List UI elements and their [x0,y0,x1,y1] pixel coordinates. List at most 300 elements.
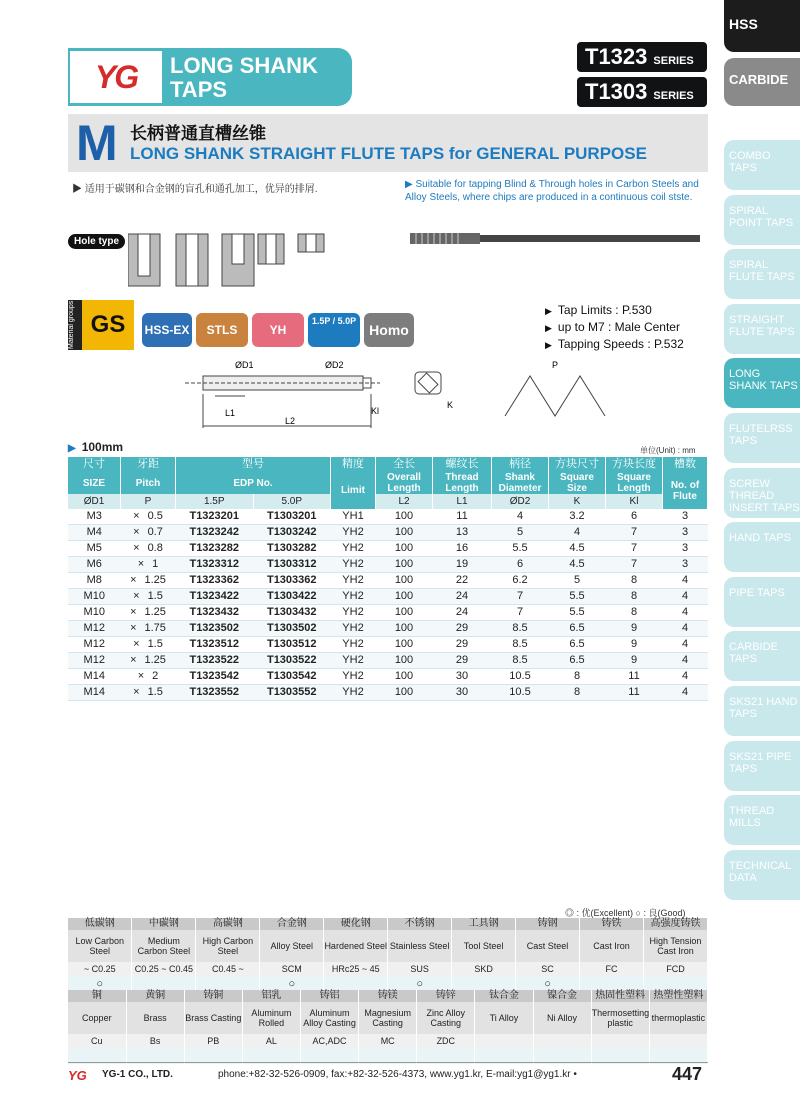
material-cell: Ti Alloy [475,1002,533,1034]
tab-hss[interactable]: HSS [724,0,800,52]
table-cell: 3 [663,541,708,557]
side-tab-5[interactable]: FLUTELRSS TAPS [724,413,800,463]
table-cell [121,637,176,653]
table-cell: M12 [68,653,121,669]
table-cell: 4.5 [549,541,606,557]
footer-contact: phone:+82-32-526-0909, fax:+82-32-526-4373, www.yg1.kr, E-mail:yg1@yg1.kr • [218,1069,577,1080]
note-tapping-speeds: ▶ Tapping Speeds : P.532 [545,336,684,353]
description-en: ▶ Suitable for tapping Blind & Through holes in Carbon Steels and Alloy Steels, where chips are produced in a continuous coil stste. [405,179,699,203]
table-cell: 30 [433,669,492,685]
table-row [68,541,708,557]
chip-hss-ex: HSS-EX [142,313,192,347]
material-cell: ZDC [417,1034,475,1048]
metric-letter: M [76,115,118,171]
table-cell: 24 [433,605,492,621]
table-cell: 10.5 [492,669,549,685]
material-cell: Zinc Alloy Casting [417,1002,475,1034]
material-cell: AC,ADC [301,1034,359,1048]
table-cell: T1323242 [176,525,254,541]
diagram-d1: ØD1 [235,360,254,370]
material-cell: Cast Steel [516,930,580,962]
chip-stls: STLS [196,313,248,347]
th-cn-overall: 全长 [376,457,433,472]
table-cell: T1303422 [253,589,331,605]
materials-table-1 [68,918,708,992]
times-sign: × [130,606,137,618]
material-cell: 高碳钢 [196,918,260,930]
reference-notes [545,302,684,353]
th-cn-pitch: 牙距 [121,457,176,472]
table-cell [121,589,176,605]
note-tap-limits: ▶ Tap Limits : P.530 [545,302,684,319]
side-tab-7[interactable]: HAND TAPS [724,522,800,572]
th-cn-edp: 型号 [176,457,331,472]
table-cell [121,605,176,621]
table-cell: 4 [663,573,708,589]
table-cell: 5 [549,573,606,589]
table-cell: 3 [663,525,708,541]
table-cell: 29 [433,637,492,653]
material-cell: 工具钢 [452,918,516,930]
table-cell: 100 [376,605,433,621]
material-cell: Low Carbon Steel [68,930,132,962]
table-cell: M12 [68,637,121,653]
th-sym-l1: L1 [433,494,492,509]
tab-carbide[interactable]: CARBIDE [724,58,800,106]
table-cell: 9 [606,637,663,653]
th-en-square-length: Square Length [606,472,663,494]
pitch-value: 1.25 [144,654,166,666]
side-tab-6[interactable]: SCREW THREAD INSERT TAPS [724,468,800,518]
table-cell: T1323422 [176,589,254,605]
diagram-k: K [447,400,454,410]
material-cell: SKD [452,962,516,976]
material-cell: Stainless Steel [388,930,452,962]
material-cell: Aluminum Alloy Casting [301,1002,359,1034]
th-sym-15p: 1.5P [176,494,254,509]
times-sign: × [133,638,140,650]
series-badge-t1303: T1303 SERIES [577,77,707,107]
table-cell: 9 [606,653,663,669]
table-cell: M8 [68,573,121,589]
pitch-value: 1.75 [144,622,166,634]
material-cell: Cast Iron [580,930,644,962]
table-cell: 4 [663,605,708,621]
table-cell: T1303362 [253,573,331,589]
material-row-en [68,1002,708,1034]
material-cell: 中碳钢 [132,918,196,930]
th-en-pitch: Pitch [121,472,176,494]
table-cell: M6 [68,557,121,573]
yg-logo: YG [70,51,162,103]
table-row [68,509,708,525]
table-cell: T1303552 [253,685,331,701]
table-cell: 8 [549,685,606,701]
table-cell: YH2 [331,589,376,605]
th-en-shank: Shank Diameter [492,472,549,494]
pitch-value: 1.5 [147,686,163,698]
table-cell: YH2 [331,621,376,637]
table-cell: 100 [376,509,433,525]
table-cell: 5.5 [549,589,606,605]
table-cell: 4 [663,669,708,685]
table-cell: 7 [606,557,663,573]
table-cell: T1323362 [176,573,254,589]
chip-homo: Homo [364,313,414,347]
table-cell: T1323502 [176,621,254,637]
table-cell: T1303282 [253,541,331,557]
table-cell [121,557,176,573]
material-cell: 铸钢 [516,918,580,930]
material-cell: 热固性塑料 [591,990,649,1002]
catalog-title-line1: LONG SHANK [170,53,318,78]
side-tab-0[interactable]: COMBO TAPS [724,140,800,190]
table-cell: M10 [68,589,121,605]
table-cell: T1323282 [176,541,254,557]
table-cell: 11 [433,509,492,525]
side-tab-12[interactable]: THREAD MILLS [724,795,800,845]
table-cell: 8.5 [492,621,549,637]
table-cell: 9 [606,621,663,637]
table-cell: 100 [376,637,433,653]
table-row [68,685,708,701]
table-cell: 3 [663,509,708,525]
hole-type-diagrams [128,232,358,292]
table-cell: YH2 [331,573,376,589]
table-cell: 100 [376,621,433,637]
th-sym-kl: Kl [606,494,663,509]
times-sign: × [137,558,145,570]
th-sym-50p: 5.0P [253,494,331,509]
table-cell: M3 [68,509,121,525]
side-tab-3[interactable]: STRAIGHT FLUTE TAPS [724,304,800,354]
side-tab-2[interactable]: SPIRAL FLUTE TAPS [724,249,800,299]
pitch-value: 1.5 [147,590,163,602]
th-sym-p: P [121,494,176,509]
material-cell: Cu [68,1034,126,1048]
th-cn-shank: 柄径 [492,457,549,472]
table-cell: 4 [663,685,708,701]
table-cell: 6.5 [549,621,606,637]
table-cell: 6.2 [492,573,549,589]
table-cell: M12 [68,621,121,637]
table-cell: T1323542 [176,669,254,685]
table-cell [121,653,176,669]
diagram-p: P [552,360,559,370]
table-cell: 100 [376,669,433,685]
chip-yh: YH [252,313,304,347]
chip-pitch: 1.5P / 5.0P [308,313,360,347]
times-sign: × [133,526,140,538]
diagram-l1: L1 [225,408,236,418]
table-cell: 11 [606,685,663,701]
material-cell: 黄铜 [126,990,184,1002]
table-cell [121,525,176,541]
material-cell: AL [242,1034,300,1048]
material-cell: High Carbon Steel [196,930,260,962]
table-cell: 4 [663,637,708,653]
side-tab-8[interactable]: PIPE TAPS [724,577,800,627]
table-cell: 7 [492,605,549,621]
table-cell: T1323522 [176,653,254,669]
catalog-title-line2: TAPS [170,77,228,102]
table-cell: YH2 [331,637,376,653]
material-row-sym [68,1034,708,1048]
diagram-l2: L2 [285,416,296,426]
material-groups-label: Material groups [68,300,82,350]
table-cell: 29 [433,653,492,669]
table-row [68,589,708,605]
table-row [68,637,708,653]
material-cell: 不锈钢 [388,918,452,930]
pitch-value: 1 [152,558,159,570]
note-male-center: ▶ up to M7 : Male Center [545,319,684,336]
material-cell: ○ [260,976,324,992]
material-cell: 铸锌 [417,990,475,1002]
material-cell: 钛合金 [475,990,533,1002]
material-cell: SUS [388,962,452,976]
times-sign: × [130,574,137,586]
material-cell: 铸铝 [301,990,359,1002]
table-cell: 11 [606,669,663,685]
page-number: 447 [672,1064,703,1084]
table-row [68,525,708,541]
table-row [68,573,708,589]
th-cn-square-length: 方块长度 [606,457,663,472]
catalog-title [170,54,318,102]
times-sign: × [133,686,140,698]
table-cell: 100 [376,557,433,573]
table-row [68,653,708,669]
material-cell: Bs [126,1034,184,1048]
material-cell: Copper [68,1002,126,1034]
table-cell: 7 [492,589,549,605]
material-legend: ◎ : 优(Excellent) ○ : 良(Good) [565,908,686,918]
table-cell: T1323552 [176,685,254,701]
table-cell: YH2 [331,525,376,541]
table-cell: YH2 [331,669,376,685]
table-cell: 4 [663,653,708,669]
table-cell: 100 [376,589,433,605]
table-cell: 8 [549,669,606,685]
material-cell: 铸铜 [184,990,242,1002]
th-sym-k: K [549,494,606,509]
times-sign: × [137,670,145,682]
table-cell: 8.5 [492,637,549,653]
table-cell: YH2 [331,685,376,701]
material-group-gs: GS [82,300,134,350]
table-cell: 6 [492,557,549,573]
table-cell: 100 [376,525,433,541]
material-cell: FC [580,962,644,976]
footer-logo: YG [68,1068,87,1083]
material-cell: Brass [126,1002,184,1034]
pitch-value: 0.5 [147,510,163,522]
table-cell: 7 [606,525,663,541]
th-sym-d2: ØD2 [492,494,549,509]
material-cell: 铸镁 [359,990,417,1002]
material-row-cn [68,990,708,1002]
table-row [68,605,708,621]
table-cell: T1303512 [253,637,331,653]
table-cell: 5.5 [492,541,549,557]
table-cell: 29 [433,621,492,637]
table-cell: T1303502 [253,621,331,637]
th-cn-thread: 螺纹长 [433,457,492,472]
material-cell: 铜 [68,990,126,1002]
material-cell: 铸铁 [580,918,644,930]
times-sign: × [130,654,137,666]
material-cell [533,1034,591,1048]
side-tab-11[interactable]: SKS21 PIPE TAPS [724,741,800,791]
material-cell: 高强度铸铁 [643,918,707,930]
times-sign: × [133,542,140,554]
th-en-thread: Thread Length [433,472,492,494]
table-cell: M10 [68,605,121,621]
table-unit: 单位(Unit) : mm [640,446,696,455]
table-cell: M4 [68,525,121,541]
material-cell [475,1034,533,1048]
material-cell: HRc25 ~ 45 [324,962,388,976]
table-cell: M14 [68,685,121,701]
th-en-size: SIZE [68,472,121,494]
material-cell: 合金钢 [260,918,324,930]
material-cell: SCM [260,962,324,976]
table-cell: M5 [68,541,121,557]
table-cell: 19 [433,557,492,573]
pitch-value: 1.25 [144,574,166,586]
side-tab-10[interactable]: SKS21 HAND TAPS [724,686,800,736]
title-en: LONG SHANK STRAIGHT FLUTE TAPS for GENERAL PURPOSE [130,144,647,163]
material-row-cn [68,918,708,930]
material-cell: Brass Casting [184,1002,242,1034]
th-cn-limit: 精度 [331,457,376,472]
material-cell: MC [359,1034,417,1048]
pitch-value: 1.5 [147,638,163,650]
diagram-d2: ØD2 [325,360,344,370]
table-row [68,669,708,685]
material-cell: 热塑性塑料 [649,990,707,1002]
material-cell: C0.25 ~ C0.45 [132,962,196,976]
materials-table-2 [68,990,708,1064]
table-cell: 100 [376,653,433,669]
th-en-limit: Limit [331,472,376,509]
tap-dimension-diagram [185,356,710,436]
table-cell: 5 [492,525,549,541]
material-row-sym [68,962,708,976]
material-cell: ~ C0.25 [68,962,132,976]
material-cell: ○ [516,976,580,992]
table-cell: T1323512 [176,637,254,653]
side-tab-13[interactable]: TECHNICAL DATA [724,850,800,900]
table-cell: 22 [433,573,492,589]
table-cell: 3 [663,557,708,573]
table-cell [121,669,176,685]
material-cell: 镍合金 [533,990,591,1002]
material-cell: Thermosetting plastic [591,1002,649,1034]
material-cell: FCD [643,962,707,976]
material-cell: Ni Alloy [533,1002,591,1034]
table-row [68,557,708,573]
side-tab-1[interactable]: SPIRAL POINT TAPS [724,195,800,245]
table-cell: 8.5 [492,653,549,669]
pitch-value: 0.8 [147,542,163,554]
material-cell [649,1034,707,1048]
table-cell: 30 [433,685,492,701]
table-cell: 24 [433,589,492,605]
table-cell: 6 [606,509,663,525]
table-cell: 6.5 [549,637,606,653]
table-cell: T1323312 [176,557,254,573]
material-cell: Alloy Steel [260,930,324,962]
footer-company: YG-1 CO., LTD. [102,1069,173,1080]
series-badge-t1323: T1323 SERIES [577,42,707,72]
table-section-title: ▶ 100mm [68,440,123,454]
material-cell: 低碳钢 [68,918,132,930]
table-cell: 8 [606,605,663,621]
table-cell [121,509,176,525]
table-cell: 16 [433,541,492,557]
table-cell: 6.5 [549,653,606,669]
pitch-value: 1.25 [144,606,166,618]
table-cell: 8 [606,589,663,605]
table-cell: 3.2 [549,509,606,525]
side-tab-4[interactable]: LONG SHANK TAPS [724,358,800,408]
hole-type-label: Hole type [68,234,125,249]
material-cell: thermoplastic [649,1002,707,1034]
description-cn: ▶ 适用于碳钢和合金钢的盲孔和通孔加工，优异的排屑. [72,184,318,195]
table-cell [121,621,176,637]
th-en-flute: No. of Flute [663,472,708,509]
table-cell [121,541,176,557]
th-en-edp: EDP No. [176,472,331,494]
footer-divider [68,1062,708,1063]
times-sign: × [130,622,137,634]
material-cell: Aluminum Rolled [242,1002,300,1034]
material-cell: 硬化钢 [324,918,388,930]
table-cell: T1303242 [253,525,331,541]
table-cell: T1323432 [176,605,254,621]
table-cell: 8 [606,573,663,589]
th-cn-flute: 槽数 [663,457,708,472]
th-en-square-size: Square Size [549,472,606,494]
side-tab-9[interactable]: CARBIDE TAPS [724,631,800,681]
material-cell: Magnesium Casting [359,1002,417,1034]
table-cell: YH2 [331,557,376,573]
material-cell: ○ [68,976,132,992]
th-en-overall: Overall Length [376,472,433,494]
table-cell: 7 [606,541,663,557]
table-cell [121,573,176,589]
th-sym-d1: ØD1 [68,494,121,509]
table-cell: 13 [433,525,492,541]
times-sign: × [133,590,140,602]
pitch-value: 2 [152,670,159,682]
material-row-en [68,930,708,962]
table-cell: T1323201 [176,509,254,525]
table-cell: YH1 [331,509,376,525]
diagram-kl: Kl [371,406,380,416]
material-cell: 铝乳 [242,990,300,1002]
table-cell: 4.5 [549,557,606,573]
table-cell: 4 [549,525,606,541]
table-cell: YH2 [331,653,376,669]
material-cell: C0.45 ~ [196,962,260,976]
material-cell: High Tension Cast Iron [643,930,707,962]
table-cell: 100 [376,541,433,557]
title-cn: 长柄普通直槽丝锥 [130,124,266,143]
pitch-value: 0.7 [147,526,163,538]
